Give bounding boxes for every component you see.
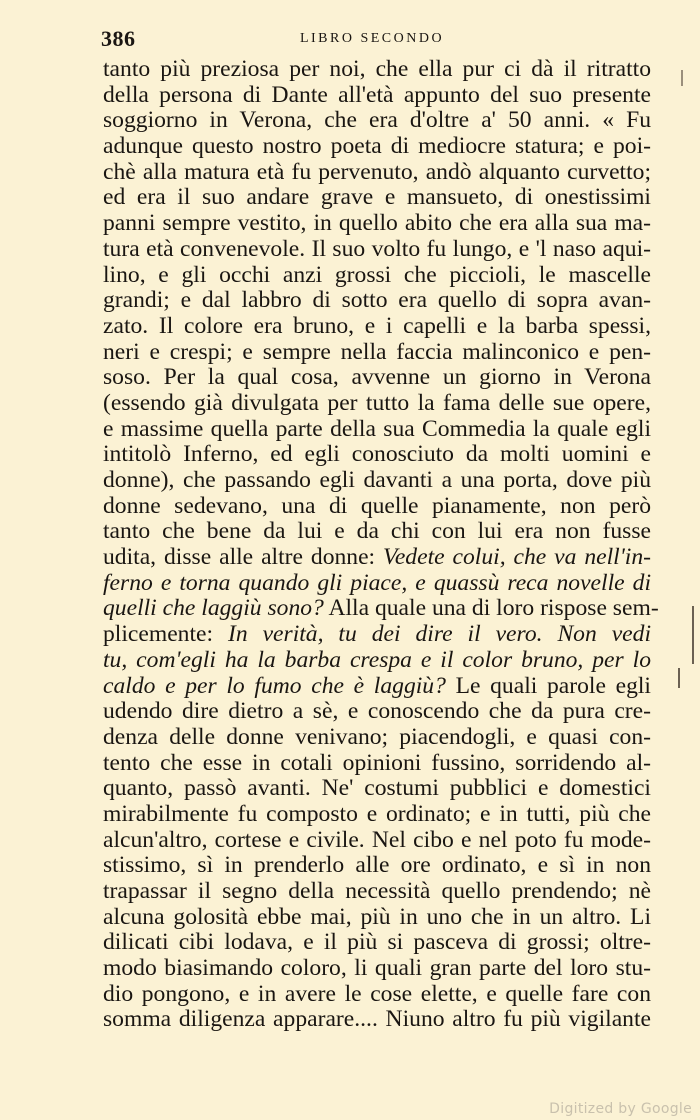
text-segment: (essendo già divulgata per tutto la fama delle sue opere, [103,389,651,416]
text-line [103,340,651,366]
text-line [103,288,651,314]
text-line [103,83,651,109]
text-line [103,519,651,545]
text-segment: plicemente: [103,621,228,648]
italic-quote-segment: Vedete colui, che va nell'in- [383,544,651,571]
text-line [103,417,651,443]
italic-quote-segment: In verità, tu dei dire il vero. Non vedi [227,621,651,648]
text-line [103,982,651,1008]
text-segment: intitolò Inferno, ed egli conosciuto da molti uomini e [103,441,651,468]
text-line [103,930,651,956]
text-line [103,751,651,777]
text-line [103,622,651,648]
italic-quote-segment: caldo e per lo fumo che è laggiù? [103,672,446,699]
text-line [103,674,651,700]
text-segment: Alla quale una di loro rispose sem- [323,595,659,622]
text-segment: donne sedevano, una di quelle pianamente, non però [103,492,651,519]
text-segment: adunque questo nostro poeta di mediocre statura; e poi- [103,133,651,160]
text-segment: quanto, passò avanti. Ne' costumi pubblici e domestici [103,775,651,802]
body-text [103,56,659,1033]
text-line [103,545,651,571]
text-line [103,1007,651,1033]
text-segment: tura età convenevole. Il suo volto fu lungo, e 'l naso aqui- [103,235,651,262]
text-line [103,853,651,879]
text-segment: soso. Per la qual cosa, avvenne un giorno in Verona [103,364,651,391]
text-line [103,595,659,622]
text-segment: udendo dire dietro a sè, e conoscendo che da pura cre- [103,698,651,725]
text-line [103,211,651,237]
margin-pencil-mark [692,606,694,664]
margin-pencil-mark [681,70,683,86]
margin-pencil-mark [678,668,680,688]
text-line [103,879,651,905]
text-line [103,494,651,520]
text-segment: tanto che bene da lui e da chi con lui era non fusse [103,518,651,545]
text-segment: zato. Il colore era bruno, e i capelli e la barba spessi, [103,312,651,339]
text-line [103,905,651,931]
text-segment: dio pongono, e in avere le cose elette, e quelle fare con [103,980,651,1007]
text-segment: tento che esse in cotali opinioni fussino, sorridendo al- [103,749,651,776]
text-segment: alcun'altro, cortese e civile. Nel cibo e nel poto fu mode- [103,826,651,853]
text-segment: somma diligenza apparare.... Niuno altro fu più vigilante [103,1006,651,1033]
text-segment: lino, e gli occhi anzi grossi che piccioli, le mascelle [103,261,651,288]
text-segment: alcuna golosità ebbe mai, più in uno che in un altro. Li [103,903,651,930]
text-segment: e massime quella parte della sua Commedia la quale egli [103,415,651,442]
text-segment: neri e crespi; e sempre nella faccia malinconico e pen- [103,338,651,365]
text-line [103,442,651,468]
text-line [103,314,651,340]
text-line [103,160,651,186]
text-segment: dilicati cibi lodava, e il più si pasceva di grossi; oltre- [103,929,651,956]
text-segment: stissimo, sì in prenderlo alle ore ordinato, e sì in non [103,852,651,879]
text-segment: udita, disse alle altre donne: [103,544,384,571]
text-segment: della persona di Dante all'età appunto del suo presente [103,81,651,108]
text-line [103,237,651,263]
text-segment: mirabilmente fu composto e ordinato; e in tutti, più che [103,800,651,827]
text-segment: Le quali parole egli [445,672,651,699]
text-segment: tanto più preziosa per noi, che ella pur ci dà il ritratto [103,56,651,82]
text-line [103,263,651,289]
text-line [103,699,651,725]
text-line [103,468,651,494]
text-line [103,956,651,982]
text-segment: soggiorno in Verona, che era d'oltre a' 50 anni. « Fu [103,107,651,134]
text-segment: chè alla matura età fu pervenuto, andò alquanto curvetto; [103,158,651,185]
text-line [103,648,651,674]
running-head: LIBRO SECONDO [299,31,445,46]
text-segment: trapassar il segno della necessità quello prendendo; nè [103,878,651,904]
text-line [103,134,651,160]
text-segment: modo biasimando coloro, li quali gran parte del loro stu- [103,955,651,982]
text-segment: grandi; e dal labbro di sotto era quello di sopra avan- [103,287,651,314]
text-segment: denza delle donne venivano; piacendogli, e quasi con- [103,723,651,750]
text-line [103,108,651,134]
italic-quote-segment: ferno e torna quando gli piace, e quassù reca novelle di [103,569,651,596]
text-line [103,365,651,391]
text-line [103,571,651,597]
text-line [103,776,651,802]
italic-quote-segment: tu, com'egli ha la barba crespa e il color bruno, per lo [103,646,651,673]
text-line [103,725,651,751]
text-segment: panni sempre vestito, in quello abito che era alla sua ma- [103,210,651,237]
text-line [103,57,651,83]
digitization-watermark: Digitized by Google [549,1101,692,1117]
text-segment: donne), che passando egli davanti a una porta, dove più [103,467,651,493]
page-number: 386 [101,26,136,51]
text-line [103,185,651,211]
text-line [103,391,651,417]
text-line [103,802,651,828]
text-segment: ed era il suo andare grave e mansueto, di onestissimi [103,184,651,211]
italic-quote-segment: quelli che laggiù sono? [103,595,324,622]
text-line [103,828,651,854]
